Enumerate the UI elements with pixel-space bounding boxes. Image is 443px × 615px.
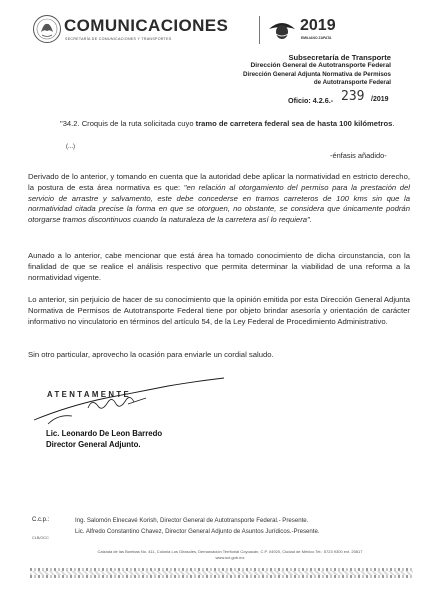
paragraph-2: Aunado a lo anterior, cabe mencionar que está área ha tomado conocimiento de dicha circunstancia, con la finalidad de que se realice el análisis respectivo que permita determinar la viabilidad de una reforma a la normatividad vigente. (28, 251, 410, 282)
ministry-title: COMUNICACIONES (64, 16, 229, 35)
addressee-line-4: de Autotransporte Federal (313, 79, 391, 86)
cc-label: C.c.p.: (32, 517, 50, 523)
paragraph-1 (28, 172, 410, 226)
header-divider (259, 16, 260, 44)
cc-line-1: Ing. Salomón Elnecavé Korish, Director General de Autotransporte Federal.- Presente. (75, 517, 309, 524)
signer-title: Director General Adjunto. (46, 440, 141, 449)
quoted-requirement (60, 119, 400, 129)
paragraph-4: Sin otro particular, aprovecho la ocasión para enviarle un cordial saludo. (28, 350, 274, 359)
quote-suffix: . (392, 119, 395, 128)
emiliano-zapata-emblem-icon (267, 14, 297, 44)
paragraph-1-quote: "en relación al otorgamiento del permiso para la prestación del servicio de arrastre y salvamento, este debe concederse en tramos carreteros de 100 kms sin que la normatividad citada precise la forma en que se otorguen, no obstante, se considera que únicamente podrán otorgarse tramos discontinuos cuando la naturaleza de la carretera así lo requiera". (28, 182, 410, 225)
footer-address-block (60, 549, 400, 561)
oficio-label: Oficio: 4.2.6.- (288, 96, 334, 105)
handwritten-signature (28, 376, 228, 426)
decorative-footer-strip (30, 568, 413, 578)
addressee-line-3: Dirección General Adjunta Normativa de Permisos (243, 71, 391, 78)
addressee-line-2: Dirección General de Autotransporte Federal (250, 62, 391, 69)
footer-address: Calzada de las Bombas No. 411, Colonia Los Girasoles, Demarcación Territorial Coyoacán, C.P. 04920, Ciudad de México Tel.: 5723 9300 ext. 20817 (97, 549, 363, 554)
mexico-coat-of-arms-icon (32, 14, 62, 44)
year-subtitle: EMILIANO ZAPATA (301, 36, 332, 40)
emphasis-note: -énfasis añadido- (330, 151, 387, 160)
signer-name: Lic. Leonardo De Leon Barredo (46, 429, 163, 438)
paragraph-1-intro: Derivado de lo anterior, y tomando en cuenta que la autoridad debe aplicar la normatividad en estricto derecho, la postura de esta área normativa es que: (28, 172, 410, 192)
reference-initials: CLB/OCC (32, 536, 49, 540)
quote-ellipsis: (...) (66, 144, 75, 150)
year-title: 2019 (300, 17, 336, 34)
quote-prefix: "34.2. Croquis de la ruta solicitada cuyo (60, 119, 196, 128)
addressee-line-1: Subsecretaría de Transporte (288, 53, 391, 62)
oficio-year: /2019 (371, 96, 389, 103)
paragraph-3: Lo anterior, sin perjuicio de hacer de su conocimiento que la opinión emitida por esta Dirección General Adjunta Normativa de Permisos de Autotransporte Federal tiene por objeto brindar asesoría y orientación de carácter informativo no vinculatorio en términos del artículo 54, de la Ley Federal de Procedimiento Administrativo. (28, 295, 410, 326)
quote-bold: tramo de carretera federal sea de hasta 100 kilómetros (195, 119, 393, 128)
closing-atentamente: ATENTAMENTE (47, 390, 132, 399)
cc-line-2: Lic. Alfredo Constantino Chavez, Director General Adjunto de Asuntos Jurídicos.-Presente. (75, 528, 320, 535)
ministry-subtitle: SECRETARÍA DE COMUNICACIONES Y TRANSPORTES (65, 37, 172, 41)
footer-website: www.sct.gob.mx (215, 555, 245, 560)
oficio-number: 239 (341, 89, 365, 104)
